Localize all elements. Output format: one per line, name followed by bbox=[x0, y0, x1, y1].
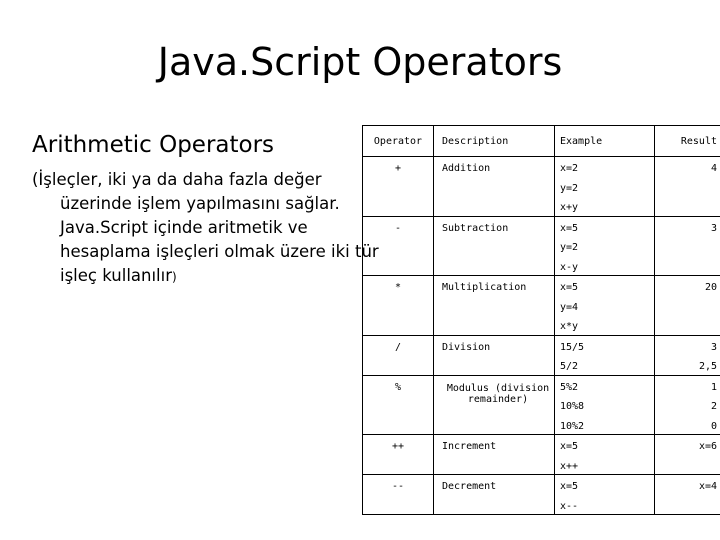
operators-table bbox=[362, 125, 720, 515]
example-line: 10%2 bbox=[560, 420, 585, 432]
example-cell bbox=[555, 276, 655, 336]
result-line: 3 bbox=[710, 341, 717, 353]
example-line: x=2 bbox=[560, 163, 579, 174]
result-cell bbox=[655, 216, 720, 276]
example-line: y=4 bbox=[560, 301, 579, 313]
table-row bbox=[363, 435, 720, 475]
operator-cell bbox=[363, 276, 434, 336]
example-line: y=2 bbox=[560, 182, 579, 194]
result-cell bbox=[655, 157, 720, 217]
operator-description: Increment bbox=[442, 441, 497, 452]
table-header-row bbox=[363, 126, 720, 157]
example-cell bbox=[555, 435, 655, 475]
operator-description: Multiplication bbox=[442, 282, 527, 293]
operator-symbol: / bbox=[394, 341, 402, 353]
table-row bbox=[363, 375, 720, 435]
result-line: x=6 bbox=[698, 441, 717, 452]
example-line: 5/2 bbox=[560, 361, 579, 372]
table-row bbox=[363, 335, 720, 375]
example-line: x=5 bbox=[560, 441, 579, 452]
operator-symbol: * bbox=[394, 282, 402, 293]
table-row bbox=[363, 276, 720, 336]
example-line: x-- bbox=[560, 500, 579, 512]
description-tail: ) bbox=[172, 270, 177, 284]
example-cell bbox=[555, 375, 655, 435]
operator-symbol: - bbox=[394, 222, 402, 234]
example-line: x=5 bbox=[560, 222, 579, 234]
table-row bbox=[363, 475, 720, 515]
operator-cell bbox=[363, 335, 434, 375]
example-line: x=5 bbox=[560, 481, 579, 492]
example-line: x++ bbox=[560, 460, 579, 472]
section-subtitle: Arithmetic Operators bbox=[32, 132, 275, 158]
result-line: 1 bbox=[710, 381, 717, 393]
example-line: 15/5 bbox=[560, 341, 585, 353]
description-cell bbox=[434, 475, 555, 515]
result-cell bbox=[655, 375, 720, 435]
example-line: 5%2 bbox=[560, 381, 579, 393]
table-body bbox=[363, 157, 720, 515]
operator-cell bbox=[363, 157, 434, 217]
operator-cell bbox=[363, 435, 434, 475]
slide-title: Java.Script Operators bbox=[157, 40, 563, 84]
header-description: Description bbox=[434, 126, 555, 157]
example-cell bbox=[555, 157, 655, 217]
description-main: (İşleçler, iki ya da daha fazla değer üzerinde işlem yapılmasını sağlar. Java.Script içinde aritmetik ve hesaplama işleçleri olmak üzere iki tür işleç kullanılır bbox=[32, 170, 379, 285]
header-example: Example bbox=[555, 126, 655, 157]
result-line: 2 bbox=[710, 401, 717, 412]
operator-description: Subtraction bbox=[442, 222, 509, 234]
header-result: Result bbox=[655, 126, 720, 157]
description-text bbox=[32, 168, 380, 289]
table-row bbox=[363, 157, 720, 217]
operator-symbol: + bbox=[394, 163, 402, 174]
result-line: 0 bbox=[710, 420, 717, 432]
result-cell bbox=[655, 335, 720, 375]
example-line: y=2 bbox=[560, 242, 579, 253]
operator-cell bbox=[363, 375, 434, 435]
description-cell bbox=[434, 157, 555, 217]
result-cell bbox=[655, 475, 720, 515]
example-cell bbox=[555, 216, 655, 276]
operator-description: Addition bbox=[442, 163, 491, 174]
result-line: 20 bbox=[704, 282, 717, 293]
result-line: 4 bbox=[710, 163, 717, 174]
example-line: 10%8 bbox=[560, 401, 585, 412]
header-operator: Operator bbox=[363, 126, 434, 157]
operator-description: Decrement bbox=[442, 481, 497, 492]
operator-cell bbox=[363, 216, 434, 276]
description-cell bbox=[434, 216, 555, 276]
operator-description: Modulus (division remainder) bbox=[446, 382, 550, 405]
result-cell bbox=[655, 276, 720, 336]
example-line: x*y bbox=[560, 321, 579, 332]
description-cell bbox=[434, 375, 555, 435]
operator-symbol: ++ bbox=[391, 441, 405, 452]
description-cell bbox=[434, 435, 555, 475]
operator-symbol: -- bbox=[391, 481, 405, 492]
result-cell bbox=[655, 435, 720, 475]
operator-symbol: % bbox=[394, 381, 402, 393]
example-line: x=5 bbox=[560, 282, 579, 293]
example-cell bbox=[555, 475, 655, 515]
result-line: 2,5 bbox=[698, 361, 717, 372]
operator-cell bbox=[363, 475, 434, 515]
example-line: x-y bbox=[560, 261, 579, 273]
result-line: 3 bbox=[710, 222, 717, 234]
example-cell bbox=[555, 335, 655, 375]
result-line: x=4 bbox=[698, 481, 717, 492]
description-cell bbox=[434, 335, 555, 375]
table-row bbox=[363, 216, 720, 276]
description-cell bbox=[434, 276, 555, 336]
operator-description: Division bbox=[442, 341, 491, 353]
example-line: x+y bbox=[560, 202, 579, 213]
